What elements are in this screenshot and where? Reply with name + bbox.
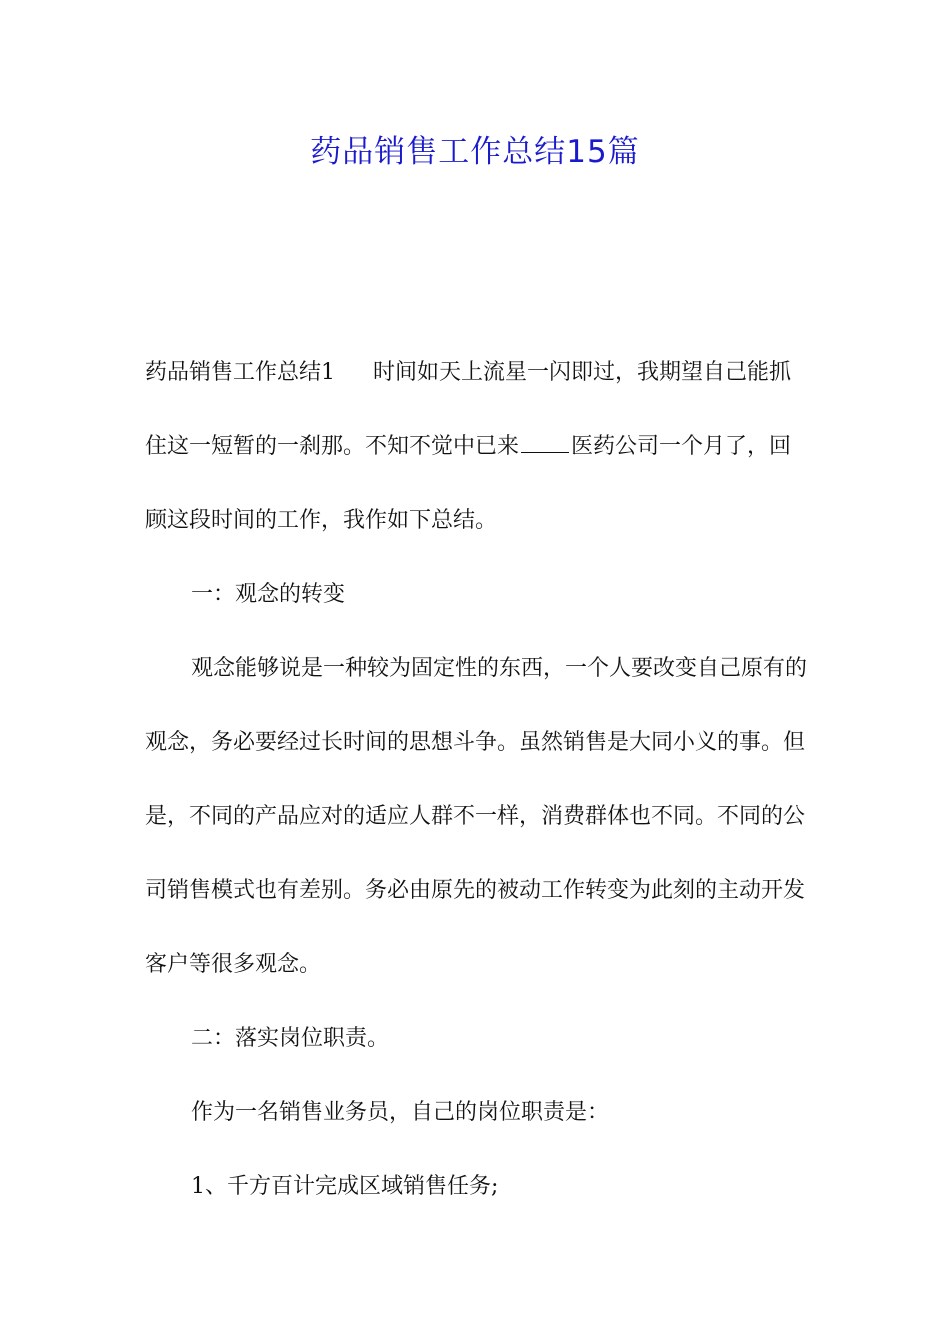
section-heading-1: 药品销售工作总结1 — [145, 360, 335, 385]
paragraph-4: 二：落实岗位职责。 — [191, 1026, 390, 1051]
blank-underline — [521, 434, 569, 453]
paragraph-3: 观念能够说是一种较为固定性的东西，一个人要改变自己原有的观念，务必要经过长时间的思想斗争。虽然销售是大同小义的事。但是，不同的产品应对的适应人群不一样，消费群体也不同。不同的公司销售模式也有差别。务必由原先的被动工作转变为此刻的主动开发客户等很多观念。 — [145, 656, 808, 977]
paragraph-1-text-b: 医药公司一个月了，回顾这段时间的工作，我作如下总结。 — [145, 434, 792, 533]
paragraph-5: 作为一名销售业务员，自己的岗位职责是： — [191, 1100, 610, 1125]
paragraph-6: 1、千方百计完成区域销售任务; — [191, 1174, 499, 1199]
document-title: 药品销售工作总结15篇 — [310, 134, 640, 170]
paragraph-1-text-a: 时间如天上流星一闪即过，我期望自己能抓住这一短暂的一刹那。不知不觉中已来 — [145, 360, 792, 459]
document-body — [145, 336, 807, 1224]
paragraph-2: 一：观念的转变 — [191, 582, 346, 607]
paragraph-1 — [145, 336, 807, 558]
